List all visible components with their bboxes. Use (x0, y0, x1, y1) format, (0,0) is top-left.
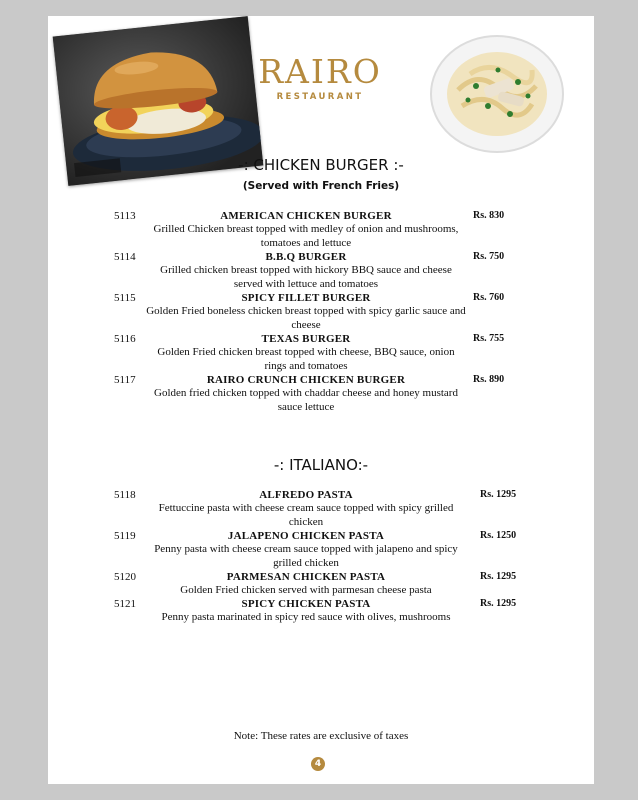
item-code: 5116 (114, 333, 136, 345)
page-number-badge: 4 (311, 757, 325, 771)
section-subtitle-chicken-burger: (Served with French Fries) (242, 180, 400, 192)
item-price: Rs. 830 (473, 210, 505, 221)
item-name: B.B.Q BURGER (265, 251, 347, 263)
item-code: 5113 (114, 210, 136, 222)
logo-subtitle: RESTAURANT (276, 92, 364, 102)
item-description: Grilled Chicken breast topped with medley of onion and mushrooms, tomatoes and lettuce (153, 223, 459, 249)
item-price: Rs. 750 (473, 251, 505, 262)
section-title-chicken-burger: -: CHICKEN BURGER :- (238, 156, 404, 174)
item-code: 5115 (114, 292, 136, 304)
item-code: 5118 (114, 489, 136, 501)
item-code: 5117 (114, 374, 136, 386)
pasta-photo (428, 30, 566, 154)
item-description: Golden Fried chicken served with parmesan cheese pasta (180, 584, 432, 596)
item-description: Golden Fried chicken breast topped with cheese, BBQ sauce, onion rings and tomatoes (157, 346, 455, 372)
item-name: ALFREDO PASTA (259, 489, 353, 501)
tax-note: Note: These rates are exclusive of taxes (233, 730, 409, 742)
item-price: Rs. 1295 (480, 489, 517, 500)
item-code: 5120 (114, 571, 136, 583)
item-code: 5114 (114, 251, 136, 263)
item-name: TEXAS BURGER (261, 333, 351, 345)
item-description: Penny pasta with cheese cream sauce topped with jalapeno and spicy grilled chicken (154, 543, 458, 569)
item-name: RAIRO CRUNCH CHICKEN BURGER (206, 374, 406, 386)
item-name: SPICY CHICKEN PASTA (241, 598, 371, 610)
section-title-italiano: -: ITALIANO:- (273, 456, 369, 474)
item-price: Rs. 760 (473, 292, 505, 303)
item-name: SPICY FILLET BURGER (241, 292, 371, 304)
item-price: Rs. 1295 (480, 598, 517, 609)
item-name: PARMESAN CHICKEN PASTA (226, 571, 386, 583)
item-description: Golden fried chicken topped with chaddar cheese and honey mustard sauce lettuce (154, 387, 458, 413)
pasta-illustration (428, 30, 566, 154)
item-price: Rs. 755 (473, 333, 505, 344)
menu-page (48, 16, 594, 784)
item-description: Grilled chicken breast topped with hickory BBQ sauce and cheese served with lettuce and tomatoes (160, 264, 452, 290)
item-name: AMERICAN CHICKEN BURGER (220, 210, 392, 222)
item-description: Fettuccine pasta with cheese cream sauce topped with spicy grilled chicken (158, 502, 454, 528)
item-price: Rs. 1295 (480, 571, 517, 582)
item-description: Golden Fried boneless chicken breast topped with spicy garlic sauce and cheese (146, 305, 466, 331)
restaurant-logo (244, 54, 396, 102)
logo-wordmark: RAIRO (258, 52, 382, 91)
item-name: JALAPENO CHICKEN PASTA (227, 530, 385, 542)
item-price: Rs. 1250 (480, 530, 517, 541)
item-code: 5121 (114, 598, 136, 610)
item-code: 5119 (114, 530, 136, 542)
item-description: Penny pasta marinated in spicy red sauce with olives, mushrooms (161, 611, 451, 623)
item-price: Rs. 890 (473, 374, 505, 385)
